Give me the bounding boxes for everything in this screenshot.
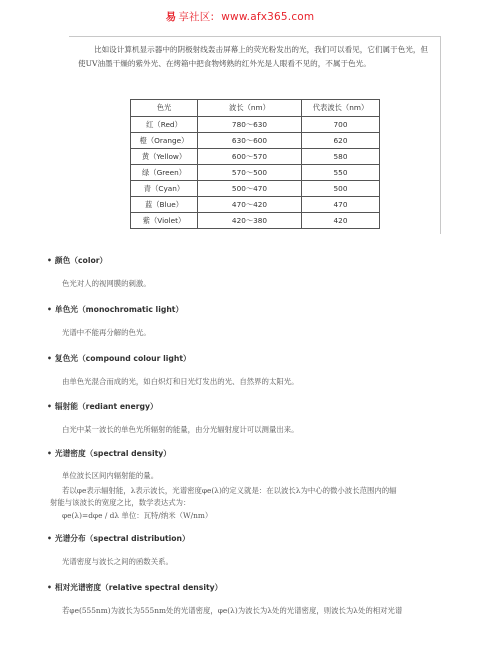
term-heading-compound-colour-light <box>47 353 191 364</box>
table-cell: 500 <box>302 181 380 197</box>
term-heading-relative-spectral-density <box>47 582 222 593</box>
term-title: 光谱分布（spectral distribution） <box>54 534 190 543</box>
formula: φe(λ)=dφe / dλ 单位：瓦特/纳米（W/nm） <box>62 511 213 520</box>
table-cell: 580 <box>302 149 380 165</box>
bullet-icon: • <box>47 583 52 592</box>
table-header-cell: 代表波长（nm） <box>302 100 380 117</box>
table-cell: 630～600 <box>198 133 302 149</box>
term-definition: 若φe(555nm)为波长为555nm处的光谱密度，φe(λ)为波长为λ处的光谱密度，则波长为λ处的相对光谱 <box>62 606 403 615</box>
bullet-icon: • <box>47 534 52 543</box>
term-definition: 光谱密度与波长之间的函数关系。 <box>62 557 173 566</box>
term-definition: 由单色光混合而成的光，如白炽灯和日光灯发出的光、自然界的太阳光。 <box>62 377 299 386</box>
table-cell: 420～380 <box>198 213 302 229</box>
table-row <box>131 197 380 213</box>
table-cell: 780～630 <box>198 117 302 133</box>
table-cell: 蓝（Blue） <box>131 197 198 213</box>
table-cell: 紫（Violet） <box>131 213 198 229</box>
table-row <box>131 149 380 165</box>
table-header-cell: 色光 <box>131 100 198 117</box>
table-cell: 470 <box>302 197 380 213</box>
term-title: 复色光（compound colour light） <box>54 354 191 363</box>
table-row <box>131 213 380 229</box>
table-row <box>131 181 380 197</box>
term-definition: 单位波长区间内辐射能的量。 <box>62 471 159 480</box>
table-header-cell: 波长（nm） <box>198 100 302 117</box>
term-heading-monochromatic-light <box>47 304 183 315</box>
table-cell: 绿（Green） <box>131 165 198 181</box>
table-cell: 470～420 <box>198 197 302 213</box>
table-cell: 600～570 <box>198 149 302 165</box>
bullet-icon: • <box>47 449 52 458</box>
table-cell: 570～500 <box>198 165 302 181</box>
table-header-row <box>131 100 380 117</box>
term-definition: 若以φe表示辐射能，λ表示波长，光谱密度φe(λ)的定义就是：在以波长λ为中心的微小波长范围内的辐 <box>62 486 397 495</box>
table-row <box>131 117 380 133</box>
watermark-url: www.afx365.com <box>221 11 315 23</box>
term-title: 辐射能（rediant energy） <box>54 402 158 411</box>
term-heading-radiant-energy <box>47 401 158 412</box>
term-title: 相对光谱密度（relative spectral density） <box>54 583 223 592</box>
watermark <box>0 9 480 24</box>
table-cell: 青（Cyan） <box>131 181 198 197</box>
table-cell: 420 <box>302 213 380 229</box>
table-cell: 500～470 <box>198 181 302 197</box>
afx-logo: 易 <box>165 11 177 23</box>
table-row <box>131 165 380 181</box>
table-row <box>131 133 380 149</box>
bullet-icon: • <box>47 305 52 314</box>
term-title: 光谱密度（spectral density） <box>54 449 171 458</box>
table-cell: 橙（Orange） <box>131 133 198 149</box>
intro-text: 比如设计算机显示器中的阴极射线轰击屏幕上的荧光粉发出的光，我们可以看见，它们属于色光，但使UV油墨干燥的紫外光、在烤箱中把食物烤熟的红外光是人眼看不见的，不属于色光。 <box>78 45 429 68</box>
color-wavelength-table <box>130 99 380 229</box>
term-heading-spectral-density <box>47 448 171 459</box>
term-title: 颜色（color） <box>54 256 108 265</box>
bullet-icon: • <box>47 256 52 265</box>
table-cell: 黄（Yellow） <box>131 149 198 165</box>
term-title: 单色光（monochromatic light） <box>54 305 184 314</box>
table-cell: 550 <box>302 165 380 181</box>
watermark-site: 享社区: <box>178 11 215 23</box>
table-cell: 700 <box>302 117 380 133</box>
term-heading-color <box>47 255 107 266</box>
term-heading-spectral-distribution <box>47 533 190 544</box>
term-definition: 白光中某一波长的单色光所辐射的能量，由分光辐射度计可以测量出来。 <box>62 425 299 434</box>
bullet-icon: • <box>47 354 52 363</box>
term-definition: 射能与该波长的宽度之比，数学表达式为： <box>50 498 191 507</box>
intro-paragraph <box>78 43 434 70</box>
term-definition: 光谱中不能再分解的色光。 <box>62 328 151 337</box>
table-cell: 620 <box>302 133 380 149</box>
bullet-icon: • <box>47 402 52 411</box>
table-cell: 红（Red） <box>131 117 198 133</box>
term-definition: 色光对人的视网膜的刺激。 <box>62 279 151 288</box>
